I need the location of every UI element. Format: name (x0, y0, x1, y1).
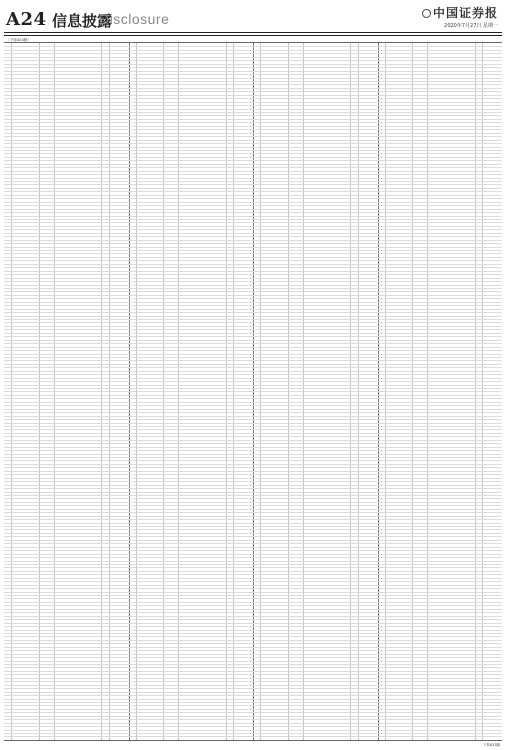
header-rule (4, 32, 502, 33)
section-title-en: Disclosure (99, 11, 170, 27)
newspaper-logo-text: 中国证券报 (432, 6, 498, 20)
table-caption: （下转A23版） (6, 38, 31, 42)
logo-mark-icon (422, 9, 431, 18)
footer-continuation: 下转A23版 (483, 743, 500, 747)
newspaper-logo (422, 4, 498, 21)
section-title: 信息披露 (52, 12, 113, 30)
issue-date: 2020年7月27日 星期一 (444, 23, 498, 29)
footer-rule (4, 740, 502, 741)
page-header (0, 0, 506, 34)
page-number: A24 (6, 9, 47, 30)
disclosure-table (4, 42, 502, 741)
